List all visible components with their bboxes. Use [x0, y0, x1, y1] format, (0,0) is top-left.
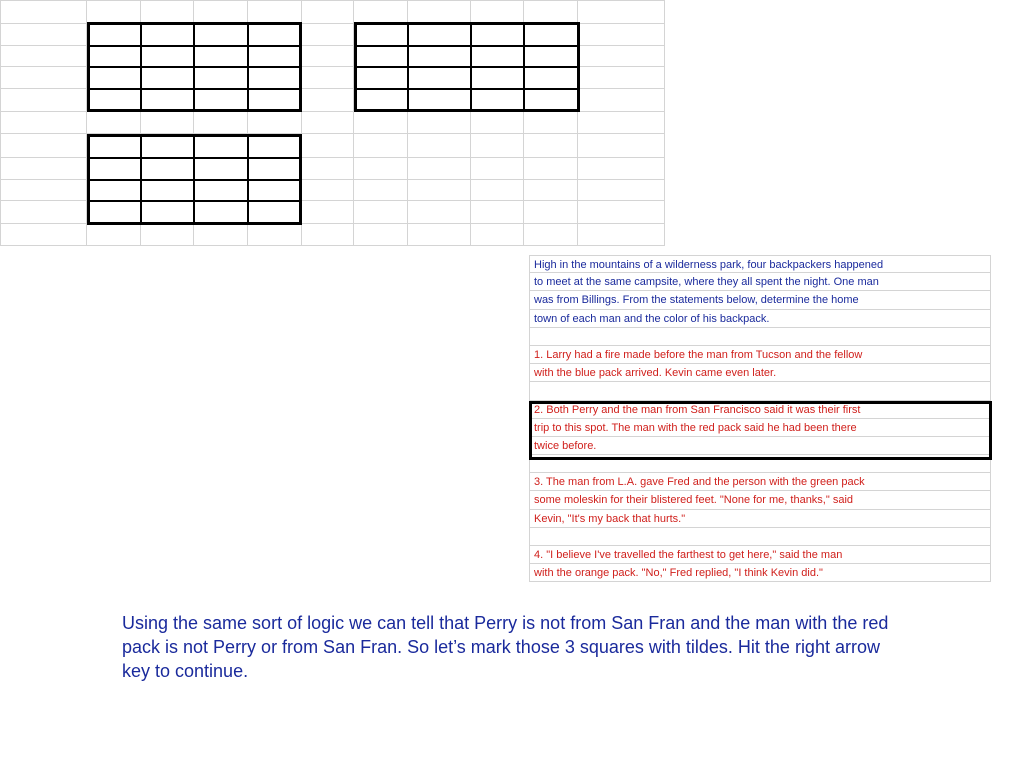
row-label — [0, 89, 87, 112]
empty-cell — [354, 112, 408, 134]
column-header — [578, 0, 665, 24]
row-label-right — [578, 24, 665, 46]
empty-cell — [471, 224, 524, 246]
grid-cell[interactable] — [141, 134, 194, 158]
grid-cell[interactable] — [194, 89, 248, 112]
clue-line: High in the mountains of a wilderness park, four backpackers happened — [529, 255, 991, 273]
empty-cell — [524, 201, 578, 224]
instruction-text: Using the same sort of logic we can tell that Perry is not from San Fran and the man with the red pack is not Perry or from San Fran. So let’s mark those 3 squares with tildes. Hit the right arrow key to continue. — [122, 613, 889, 681]
column-header — [141, 0, 194, 24]
column-header — [471, 0, 524, 24]
empty-cell — [578, 224, 665, 246]
clue-line: to meet at the same campsite, where they all spent the night. One man — [529, 273, 991, 291]
empty-cell — [524, 180, 578, 201]
grid-cell[interactable] — [87, 158, 141, 180]
grid-cell[interactable] — [87, 180, 141, 201]
grid-cell[interactable] — [87, 67, 141, 89]
clue-line: was from Billings. From the statements below, determine the home — [529, 291, 991, 309]
row-label — [0, 67, 87, 89]
row-label — [0, 46, 87, 67]
empty-cell — [408, 112, 471, 134]
empty-cell — [524, 112, 578, 134]
empty-cell — [141, 112, 194, 134]
empty-cell — [302, 134, 354, 158]
grid-cell[interactable] — [141, 89, 194, 112]
empty-cell — [524, 158, 578, 180]
grid-cell[interactable] — [194, 24, 248, 46]
clue-line: town of each man and the color of his backpack. — [529, 310, 991, 328]
clue-line: with the blue pack arrived. Kevin came even later. — [529, 364, 991, 382]
row-label — [0, 134, 87, 158]
grid-cell[interactable] — [194, 67, 248, 89]
empty-cell — [578, 158, 665, 180]
grid-cell[interactable] — [141, 201, 194, 224]
grid-cell-tilde[interactable] — [248, 89, 302, 112]
grid-cell[interactable] — [408, 67, 471, 89]
empty-cell — [471, 112, 524, 134]
empty-cell — [524, 134, 578, 158]
grid-cell[interactable] — [87, 201, 141, 224]
grid-cell[interactable] — [524, 67, 578, 89]
clue-line: 1. Larry had a fire made before the man from Tucson and the fellow — [529, 346, 991, 364]
row-label — [0, 201, 87, 224]
empty-cell — [87, 112, 141, 134]
grid-cell[interactable] — [524, 89, 578, 112]
column-header — [87, 0, 141, 24]
empty-cell — [302, 67, 354, 89]
clue-line: twice before. — [529, 437, 991, 455]
empty-cell — [302, 180, 354, 201]
row-label — [0, 158, 87, 180]
grid-cell[interactable] — [471, 67, 524, 89]
empty-cell — [354, 224, 408, 246]
column-footer — [248, 224, 302, 246]
row-label-right — [578, 67, 665, 89]
empty-cell — [302, 158, 354, 180]
grid-cell[interactable] — [248, 24, 302, 46]
grid-cell-tilde[interactable] — [87, 134, 141, 158]
clue-line: Kevin, "It's my back that hurts." — [529, 510, 991, 528]
empty-cell — [578, 201, 665, 224]
grid-cell[interactable] — [87, 46, 141, 67]
empty-cell — [302, 224, 354, 246]
empty-cell — [408, 134, 471, 158]
grid-cell[interactable] — [408, 89, 471, 112]
grid-cell-tilde[interactable] — [354, 89, 408, 112]
grid-cell[interactable] — [471, 24, 524, 46]
grid-cell-tilde[interactable] — [248, 134, 302, 158]
grid-cell-tilde[interactable] — [87, 89, 141, 112]
grid-cell[interactable] — [141, 180, 194, 201]
empty-cell — [578, 134, 665, 158]
empty-cell — [354, 158, 408, 180]
grid-cell[interactable] — [248, 46, 302, 67]
row-label — [0, 180, 87, 201]
grid-cell[interactable] — [354, 24, 408, 46]
empty-cell — [194, 112, 248, 134]
grid-cell[interactable] — [248, 158, 302, 180]
grid-cell[interactable] — [141, 24, 194, 46]
clue-line: some moleskin for their blistered feet. "None for me, thanks," said — [529, 491, 991, 509]
grid-cell[interactable] — [248, 201, 302, 224]
grid-cell[interactable] — [524, 46, 578, 67]
grid-cell[interactable] — [194, 158, 248, 180]
column-header — [408, 0, 471, 24]
empty-cell — [354, 180, 408, 201]
empty-cell — [354, 201, 408, 224]
empty-cell — [302, 46, 354, 67]
clue-line: with the orange pack. "No," Fred replied, "I think Kevin did." — [529, 564, 991, 582]
empty-cell — [578, 112, 665, 134]
row-label-right — [578, 89, 665, 112]
empty-cell — [471, 158, 524, 180]
row-label — [0, 24, 87, 46]
grid-cell[interactable] — [471, 89, 524, 112]
grid-cell[interactable] — [194, 134, 248, 158]
empty-cell — [408, 180, 471, 201]
empty-cell — [354, 134, 408, 158]
empty-cell — [578, 180, 665, 201]
column-footer — [87, 224, 141, 246]
empty-cell — [408, 224, 471, 246]
grid-cell[interactable] — [354, 67, 408, 89]
empty-cell — [302, 89, 354, 112]
column-footer — [194, 224, 248, 246]
clue-line: trip to this spot. The man with the red pack said he had been there — [529, 419, 991, 437]
column-header — [194, 0, 248, 24]
empty-cell — [302, 112, 354, 134]
empty-cell — [248, 112, 302, 134]
grid-cell[interactable] — [194, 46, 248, 67]
grid-cell[interactable] — [248, 180, 302, 201]
clue-blank-row — [529, 382, 991, 400]
clue-blank-row — [529, 455, 991, 473]
empty-cell — [302, 24, 354, 46]
grid-cell[interactable] — [248, 67, 302, 89]
grid-cell[interactable] — [408, 24, 471, 46]
clue-line: 2. Both Perry and the man from San Francisco said it was their first — [529, 401, 991, 419]
grid-cell[interactable] — [87, 24, 141, 46]
column-header — [248, 0, 302, 24]
empty-cell — [471, 134, 524, 158]
clue-blank-row — [529, 528, 991, 546]
row-label-right — [578, 46, 665, 67]
empty-cell — [302, 201, 354, 224]
clue-panel — [529, 255, 991, 582]
column-header — [524, 0, 578, 24]
grid-cell[interactable] — [408, 46, 471, 67]
grid-cell[interactable] — [141, 67, 194, 89]
empty-cell — [0, 224, 87, 246]
grid-cell[interactable] — [141, 46, 194, 67]
column-header — [354, 0, 408, 24]
empty-cell — [408, 158, 471, 180]
clue-blank-row — [529, 328, 991, 346]
column-header — [302, 0, 354, 24]
grid-cell[interactable] — [141, 158, 194, 180]
empty-cell — [524, 224, 578, 246]
empty-cell — [0, 0, 87, 24]
column-footer — [141, 224, 194, 246]
empty-cell — [408, 201, 471, 224]
empty-cell — [471, 180, 524, 201]
grid-cell[interactable] — [471, 46, 524, 67]
grid-cell[interactable] — [194, 180, 248, 201]
grid-cell[interactable] — [194, 201, 248, 224]
grid-cell[interactable] — [524, 24, 578, 46]
clue-line: 3. The man from L.A. gave Fred and the person with the green pack — [529, 473, 991, 491]
empty-cell — [471, 201, 524, 224]
grid-cell[interactable] — [354, 46, 408, 67]
clue-line: 4. "I believe I've travelled the farthest to get here," said the man — [529, 546, 991, 564]
row-label — [0, 112, 87, 134]
